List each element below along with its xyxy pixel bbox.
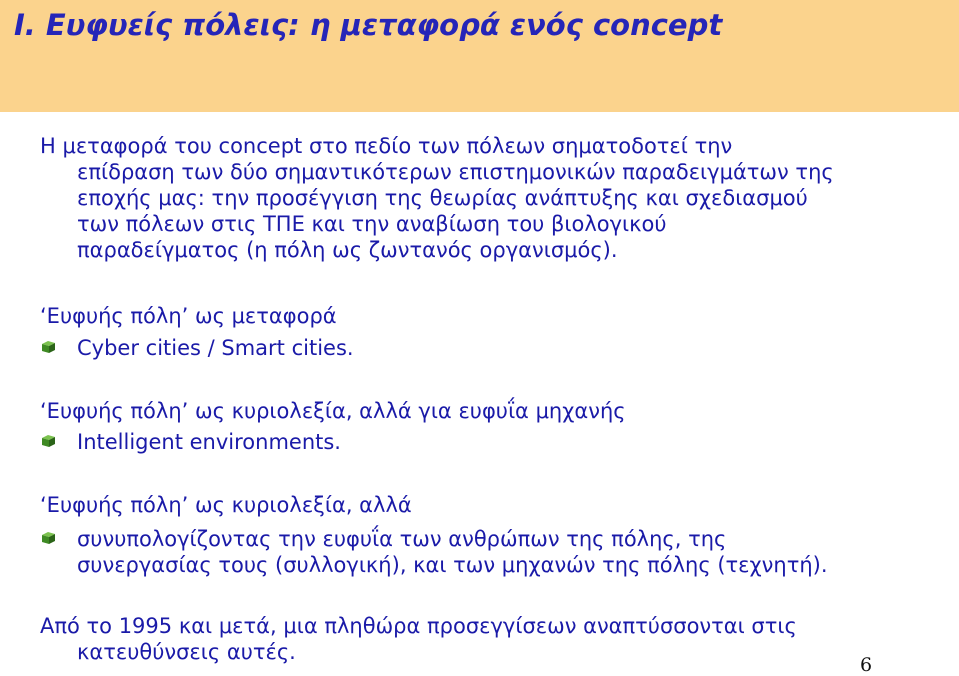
intro-paragraph — [40, 133, 940, 263]
intro-line: των πόλεων στις ΤΠΕ και την αναβίωση του βιολογικού — [77, 212, 667, 236]
intro-line: Η μεταφορά του concept στο πεδίο των πόλεων σηματοδοτεί την — [40, 134, 733, 158]
green-cube-bullet-icon — [40, 531, 57, 545]
closing-paragraph — [40, 613, 797, 665]
bullet-text — [77, 335, 354, 361]
slide-title: I. Ευφυείς πόλεις: η μεταφορά ενός concept — [14, 8, 723, 42]
bullet-line: συνυπολογίζοντας την ευφυΐα των ανθρώπων της πόλης, της — [77, 527, 727, 551]
bullet-text — [77, 526, 828, 578]
green-cube-bullet-icon — [40, 340, 57, 354]
page-number: 6 — [860, 654, 873, 676]
green-cube-bullet-icon — [40, 434, 57, 448]
section-heading-metaphor: ‘Ευφυής πόλη’ ως μεταφορά — [40, 304, 337, 328]
closing-line: κατευθύνσεις αυτές. — [77, 640, 296, 664]
section-heading-machine-intelligence: ‘Ευφυής πόλη’ ως κυριολεξία, αλλά για ευφυΐα μηχανής — [40, 399, 626, 423]
bullet-line: Cyber cities / Smart cities. — [77, 336, 354, 360]
bullet-text — [77, 429, 341, 455]
bullet-line: Intelligent environments. — [77, 430, 341, 454]
title-bar — [0, 0, 959, 112]
bullet-line: συνεργασίας τους (συλλογική), και των μηχανών της πόλης (τεχνητή). — [77, 553, 828, 577]
section-heading-collective-intelligence: ‘Ευφυής πόλη’ ως κυριολεξία, αλλά — [40, 493, 412, 517]
intro-line: επίδραση των δύο σημαντικότερων επιστημονικών παραδειγμάτων της — [77, 160, 834, 184]
intro-line: παραδείγματος (η πόλη ως ζωντανός οργανισμός). — [77, 238, 618, 262]
intro-line: εποχής μας: την προσέγγιση της θεωρίας ανάπτυξης και σχεδιασμού — [77, 186, 808, 210]
closing-line: Από το 1995 και μετά, μια πληθώρα προσεγγίσεων αναπτύσσονται στις — [40, 614, 797, 638]
